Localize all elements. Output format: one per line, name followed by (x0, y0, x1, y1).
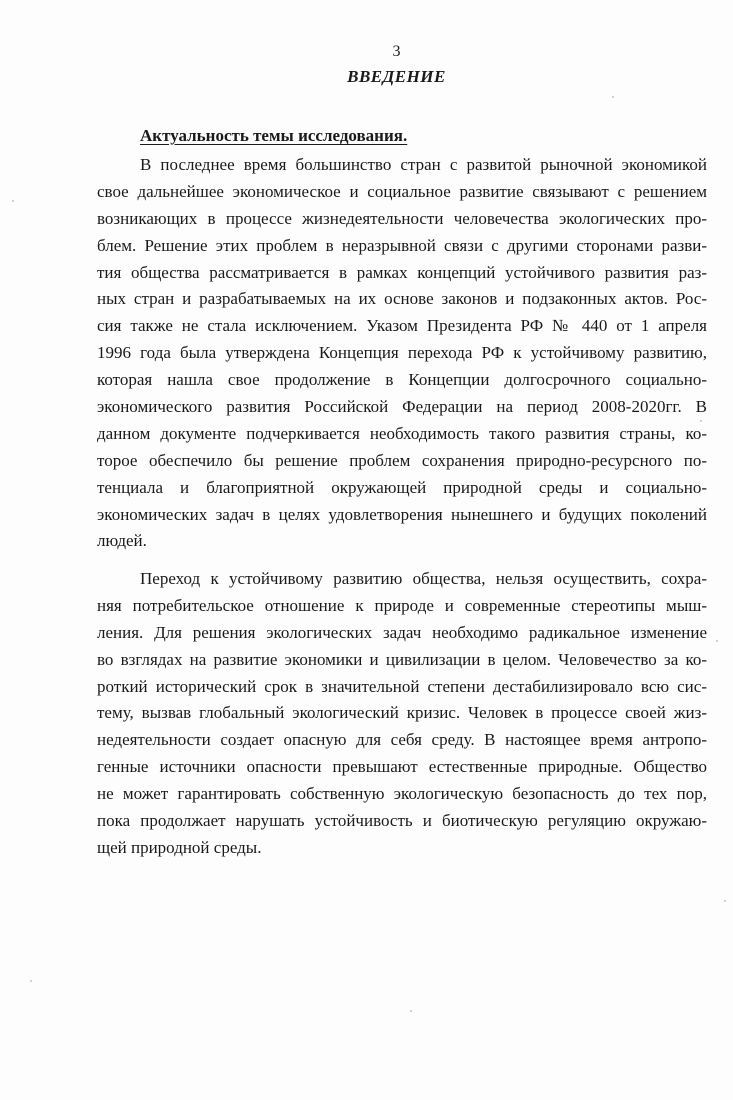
section-heading: Актуальность темы исследования. (140, 126, 408, 145)
paragraph-line: экономического развития Российской Федерации на период 2008-2020гг. В (97, 397, 707, 417)
paragraph-line: щей природной среды. (97, 837, 262, 857)
paragraph-line: тенциала и благоприятной окружающей природной среды и социально- (97, 477, 707, 497)
paragraph-1 (97, 152, 707, 555)
scan-speck (410, 1010, 412, 1012)
paragraph-line: ных стран и разрабатываемых на их основе законов и подзаконных актов. Рос- (97, 289, 707, 309)
page-number: 3 (392, 43, 401, 60)
paragraph-line: Переход к устойчивому развитию общества, нельзя осуществить, сохра- (140, 569, 707, 588)
paragraph-line: экономических задач в целях удовлетворения нынешнего и будущих поколений (97, 504, 707, 524)
paragraph-line: людей. (97, 531, 147, 551)
paragraph-line: возникающих в процессе жизнедеятельности человечества экологических про- (97, 208, 707, 228)
paragraph-line: блем. Решение этих проблем в неразрывной связи с другими сторонами разви- (97, 235, 707, 255)
paragraph-line: генные источники опасности превышают естественные природные. Общество (97, 757, 707, 777)
paragraph-2 (97, 566, 707, 862)
paragraph-line: недеятельности создает опасную для себя среду. В настоящее время антропо- (97, 730, 707, 750)
paragraph-line: роткий исторический срок в значительной степени дестабилизировало всю сис- (97, 676, 707, 696)
scan-speck (612, 96, 614, 98)
paragraph-line: торое обеспечило бы решение проблем сохранения природно-ресурсного по- (97, 450, 707, 470)
scan-speck (12, 200, 14, 202)
paragraph-line: пока продолжает нарушать устойчивость и биотическую регуляцию окружаю- (97, 811, 707, 831)
scan-speck (716, 640, 718, 642)
scan-speck (30, 980, 32, 982)
paragraph-line: сия также не стала исключением. Указом Президента РФ № 440 от 1 апреля (97, 316, 707, 336)
scan-speck (724, 900, 726, 902)
paragraph-line: 1996 года была утверждена Концепция перехода РФ к устойчивому развитию, (97, 343, 707, 363)
paragraph-line: данном документе подчеркивается необходимость такого развития страны, ко- (97, 423, 707, 443)
paragraph-line: которая нашла свое продолжение в Концепции долгосрочного социально- (97, 370, 707, 390)
paragraph-line: ления. Для решения экологических задач необходимо радикальное изменение (97, 622, 707, 642)
paragraph-line: тия общества рассматривается в рамках концепций устойчивого развития раз- (97, 262, 707, 282)
paragraph-line: во взглядах на развитие экономики и цивилизации в целом. Человечество за ко- (97, 649, 707, 669)
paragraph-line: не может гарантировать собственную экологическую безопасность до тех пор, (97, 784, 707, 804)
paragraph-line: В последнее время большинство стран с развитой рыночной экономикой (140, 155, 707, 174)
scan-speck (700, 420, 702, 422)
page-title: ВВЕДЕНИЕ (347, 67, 446, 86)
paragraph-line: свое дальнейшее экономическое и социальное развитие связывают с решением (97, 181, 707, 201)
paragraph-line: тему, вызвав глобальный экологический кризис. Человек в процессе своей жиз- (97, 703, 707, 723)
paragraph-line: няя потребительское отношение к природе и современные стереотипы мыш- (97, 595, 707, 615)
